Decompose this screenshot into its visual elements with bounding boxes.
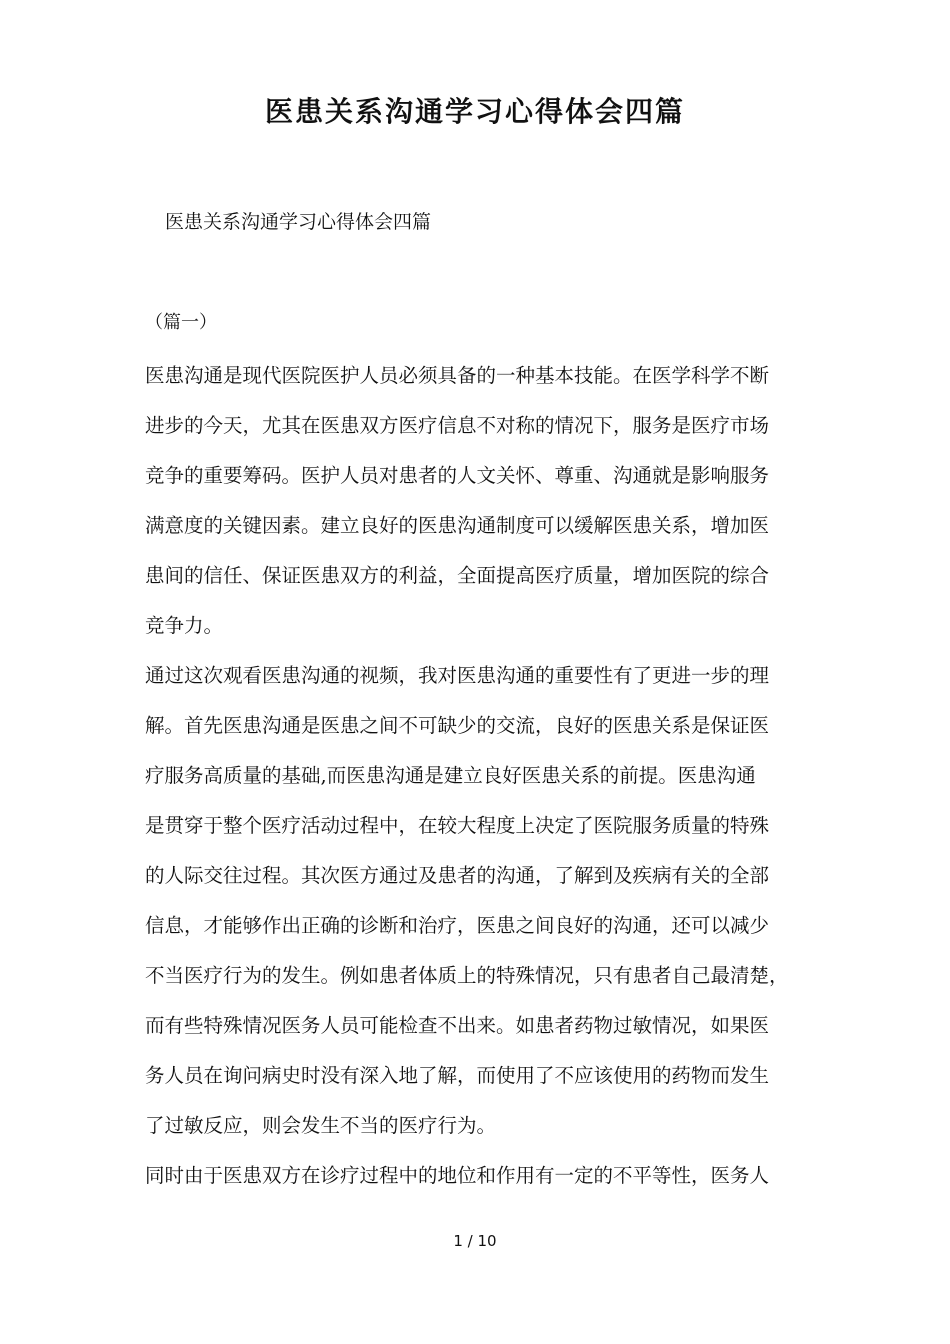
section-label: （篇一）	[145, 312, 217, 333]
text-line: 不当医疗行为的发生。例如患者体质上的特殊情况，只有患者自己最清楚，	[145, 964, 789, 987]
paragraph	[145, 651, 810, 1151]
text-line: 了过敏反应，则会发生不当的医疗行为。	[145, 1114, 497, 1137]
text-line: 竞争力。	[145, 614, 224, 637]
text-line: 而有些特殊情况医务人员可能检查不出来。如患者药物过敏情况，如果医	[145, 1014, 770, 1037]
body-text	[145, 351, 810, 1201]
text-line: 医患沟通是现代医院医护人员必须具备的一种基本技能。在医学科学不断	[145, 364, 770, 387]
text-line: 满意度的关键因素。建立良好的医患沟通制度可以缓解医患关系，增加医	[145, 514, 770, 537]
document-title: 医患关系沟通学习心得体会四篇	[264, 95, 685, 128]
text-line: 进步的今天，尤其在医患双方医疗信息不对称的情况下，服务是医疗市场	[145, 414, 770, 437]
text-line: 是贯穿于整个医疗活动过程中，在较大程度上决定了医院服务质量的特殊	[145, 814, 770, 837]
text-line: 患间的信任、保证医患双方的利益，全面提高医疗质量，增加医院的综合	[145, 564, 770, 587]
text-line: 解。首先医患沟通是医患之间不可缺少的交流，良好的医患关系是保证医	[145, 714, 770, 737]
paragraph	[145, 1151, 810, 1201]
text-line: 同时由于医患双方在诊疗过程中的地位和作用有一定的不平等性，医务人	[145, 1164, 770, 1187]
page-number: 1 / 10	[453, 1232, 497, 1250]
text-line: 信息，才能够作出正确的诊断和治疗，医患之间良好的沟通，还可以减少	[145, 914, 770, 937]
paragraph	[145, 351, 810, 651]
text-line: 竞争的重要筹码。医护人员对患者的人文关怀、尊重、沟通就是影响服务	[145, 464, 770, 487]
text-line: 疗服务高质量的基础,而医患沟通是建立良好医患关系的前提。医患沟通	[145, 764, 756, 787]
text-line: 的人际交往过程。其次医方通过及患者的沟通，了解到及疾病有关的全部	[145, 864, 770, 887]
document-subtitle: 医患关系沟通学习心得体会四篇	[165, 211, 432, 233]
text-line: 通过这次观看医患沟通的视频，我对医患沟通的重要性有了更进一步的理	[145, 664, 770, 687]
text-line: 务人员在询问病史时没有深入地了解，而使用了不应该使用的药物而发生	[145, 1064, 770, 1087]
